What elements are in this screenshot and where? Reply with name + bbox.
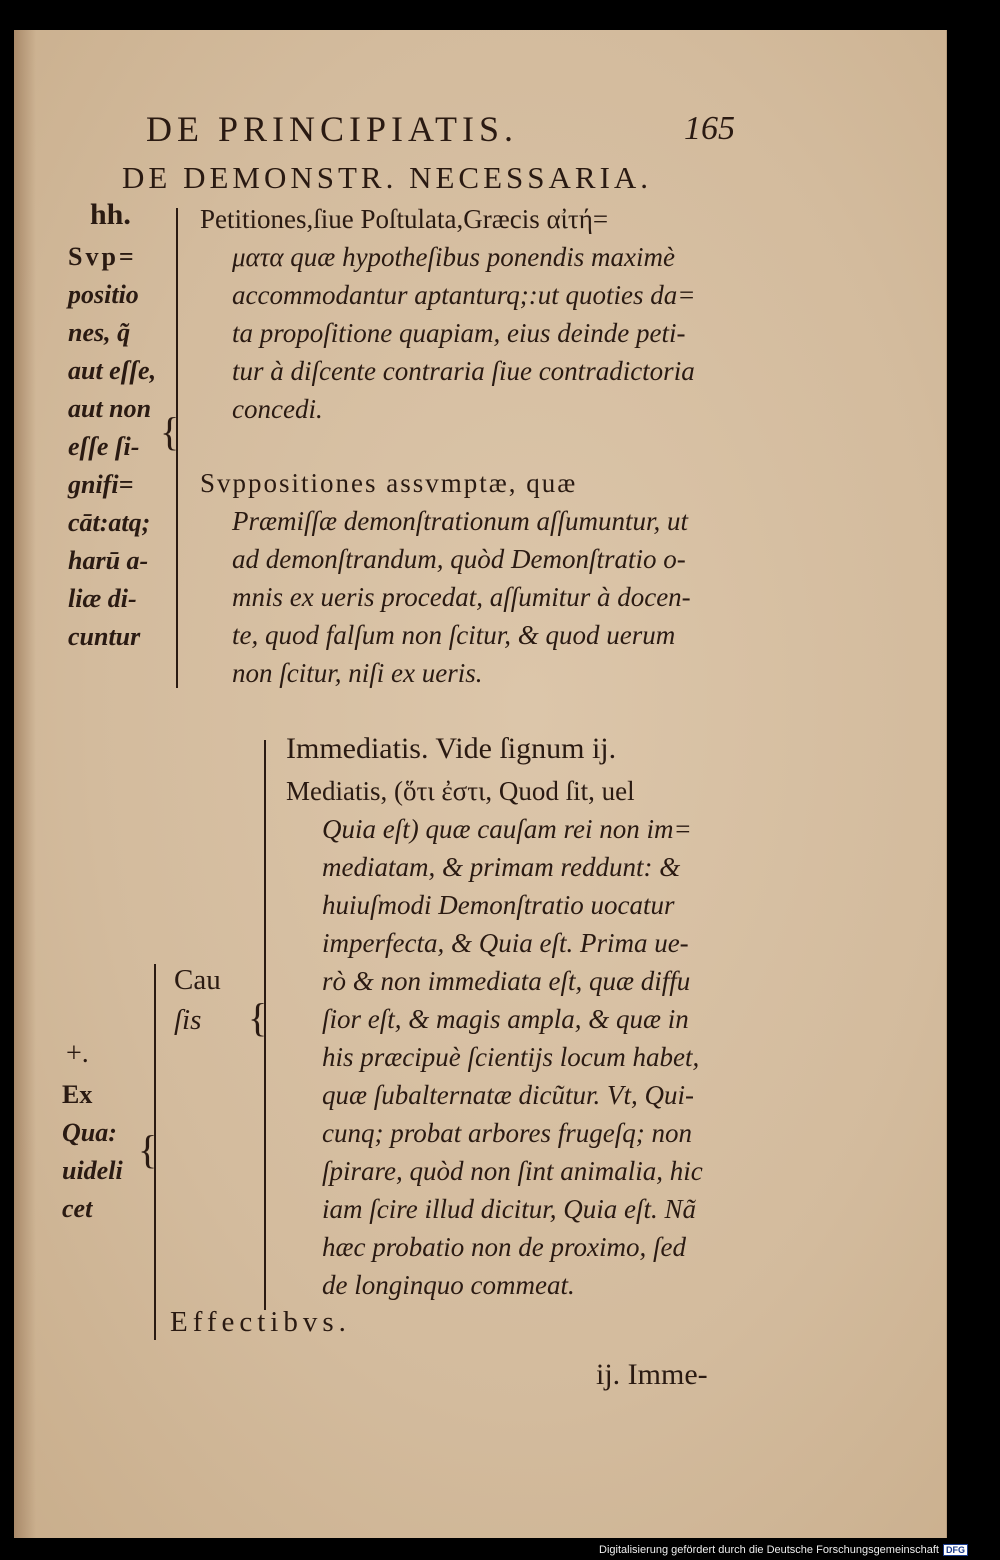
petitiones-paragraph [200,200,695,428]
petitiones-line: tur à diſcente contraria ſiue contradictoria [232,356,695,386]
mediatis-line: Mediatis, (ὅτι ἐστι, Quod ſit, uel [286,776,635,806]
margin-line: aut non [68,394,152,423]
mediatis-line: huiuſmodi Demonſtratio uocatur [322,890,675,920]
mediatis-paragraph [286,772,703,1304]
catchword: ij. Imme- [596,1358,708,1391]
margin-line: harū a- [68,546,149,575]
margin-line: aut eſſe, [68,356,157,385]
suppositiones-line: non ſcitur, niſi ex ueris. [232,658,483,688]
margin-line: Qua: [62,1118,117,1147]
dfg-logo-icon: DFG [943,1544,968,1556]
mediatis-line: quæ ſubalternatæ dicũtur. Vt, Qui- [322,1080,695,1110]
causis-line: Cau [174,964,221,996]
margin-line: cuntur [68,622,141,651]
brace-tip-block1: { [160,409,180,454]
margin-line: Ex [62,1080,93,1109]
suppositiones-line: te, quod falſum non ſcitur, & quod uerum [232,620,676,650]
mediatis-line: ſior eſt, & magis ampla, & quæ in [322,1004,689,1034]
margin-line: positio [68,280,139,309]
margin-line: cet [62,1194,93,1223]
petitiones-line: ματα quæ hypotheſibus ponendis maximè [232,242,676,272]
suppositiones-line: Svppositiones assvmptæ, quæ [200,468,578,498]
petitiones-line: ta propoſitione quapiam, eius deinde peti- [232,318,686,348]
petitiones-line: concedi. [232,394,323,424]
margin-line: liæ di- [68,584,137,613]
margin-note-suppositiones [68,238,168,656]
petitiones-line: accommodantur aptanturq;:ut quoties da= [232,280,696,310]
page-number: 165 [684,110,735,147]
mediatis-line: iam ſcire illud dicitur, Quia eſt. Nã [322,1194,696,1224]
margin-line: nes, q̃ [68,318,131,347]
running-title: DE PRINCIPIATIS. [146,109,519,149]
mediatis-line: his præcipuè ſcientijs locum habet, [322,1042,700,1072]
brace-tip-causis: { [248,995,268,1040]
mediatis-line: de longinquo commeat. [322,1270,575,1300]
book-page [14,30,947,1538]
digitization-footer [599,1544,968,1556]
causis-label [174,960,221,1040]
suppositiones-line: ad demonſtrandum, quòd Demonſtratio o- [232,544,686,574]
margin-line: Svp= [68,242,137,271]
effectibus-line: Effectibvs. [170,1306,351,1338]
causis-line: ſis [174,1004,202,1036]
footer-text: Digitalisierung gefördert durch die Deutsche Forschungsgemeinschaft [599,1544,939,1556]
mediatis-line: imperfecta, & Quia eſt. Prima ue- [322,928,689,958]
suppositiones-line: Præmiſſæ demonſtrationum aſſumuntur, ut [232,506,689,536]
margin-line: eſſe ſi- [68,432,140,461]
margin-line: uideli [62,1156,123,1185]
petitiones-line: Petitiones,ſiue Poſtulata,Græcis αἰτή= [200,204,609,234]
suppositiones-paragraph [200,464,691,692]
margin-line: gnifi= [68,470,134,499]
margin-note-ex-quaudelicet [62,1076,123,1228]
mediatis-line: rò & non immediata eſt, quæ diffu [322,966,691,996]
mediatis-line: ſpirare, quòd non ſint animalia, hic [322,1156,703,1186]
page-gutter-shadow [14,30,36,1538]
suppositiones-line: mnis ex ueris procedat, aſſumitur à docen- [232,582,691,612]
mediatis-line: cunq; probat arbores frugeſq; non [322,1118,692,1148]
cross-marker: +. [66,1038,89,1069]
brace-tip-outer: { [138,1127,158,1172]
margin-line: cāt:atq; [68,508,151,537]
mediatis-line: mediatam, & primam reddunt: & [322,852,681,882]
immediatis-line: Immediatis. Vide ſignum ij. [286,732,617,765]
section-title: DE DEMONSTR. NECESSARIA. [122,160,653,195]
mediatis-line: hæc probatio non de proximo, ſed [322,1232,686,1262]
mediatis-line: Quia eſt) quæ cauſam rei non im= [322,814,692,844]
marker-hh: hh. [90,198,131,231]
